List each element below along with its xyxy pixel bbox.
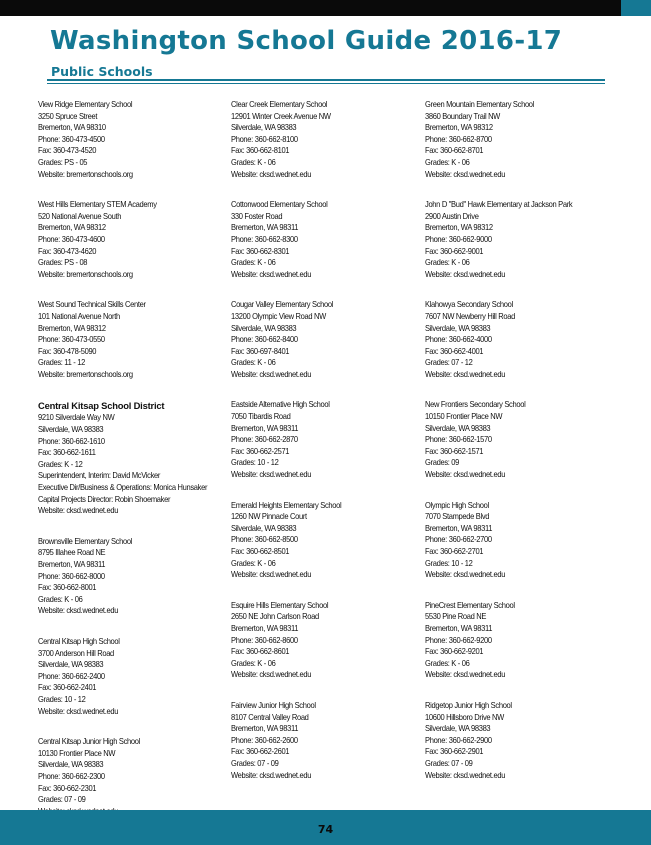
- school-detail-line: Phone: 360-662-2400: [38, 671, 105, 681]
- school-detail-line: Website: cksd.wednet.edu: [231, 670, 312, 680]
- school-detail-line: 12901 Winter Creek Avenue NW: [231, 111, 331, 121]
- school-name: Central Kitsap High School: [38, 636, 120, 646]
- school-detail-line: Fax: 360-662-8101: [231, 146, 290, 156]
- school-detail-line: Website: cksd.wednet.edu: [231, 169, 312, 179]
- school-detail-line: Phone: 360-662-1610: [38, 436, 105, 446]
- school-entry: [231, 299, 421, 380]
- school-detail-line: Fax: 360-662-8301: [231, 246, 290, 256]
- school-detail-line: Bremerton, WA 98311: [231, 724, 299, 734]
- header-rule-thin: [47, 83, 605, 84]
- school-detail-line: Silverdale, WA 98383: [38, 760, 104, 770]
- school-name: Green Mountain Elementary School: [425, 100, 535, 109]
- school-detail-line: 7607 NW Newberry Hill Road: [425, 311, 516, 321]
- school-name: Cougar Valley Elementary School: [231, 300, 334, 310]
- district-name: Central Kitsap School District: [38, 400, 165, 412]
- school-detail-line: Website: cksd.wednet.edu: [425, 369, 506, 379]
- school-detail-line: Website: cksd.wednet.edu: [38, 606, 119, 616]
- school-detail-line: Phone: 360-662-8400: [231, 335, 298, 345]
- school-entry: [38, 636, 228, 717]
- school-entry: [38, 199, 228, 280]
- school-name: Emerald Heights Elementary School: [231, 500, 342, 510]
- school-detail-line: Phone: 360-662-2870: [231, 435, 298, 445]
- school-entry: [231, 700, 421, 781]
- school-detail-line: 9210 Silverdale Way NW: [38, 413, 115, 423]
- school-detail-line: Fax: 360-473-4520: [38, 146, 97, 156]
- school-detail-line: 10130 Frontier Place NW: [38, 748, 116, 758]
- school-detail-line: 520 National Avenue South: [38, 211, 122, 221]
- school-detail-line: Bremerton, WA 98311: [231, 623, 299, 633]
- school-detail-line: Silverdale, WA 98383: [231, 523, 297, 533]
- school-detail-line: Grades: K - 06: [231, 358, 276, 368]
- school-entry: [231, 399, 421, 480]
- school-name: Brownsville Elementary School: [38, 536, 133, 546]
- school-detail-line: Grades: 09: [425, 458, 460, 468]
- school-entry: [425, 399, 615, 480]
- school-detail-line: Fax: 360-662-9001: [425, 246, 484, 256]
- school-name: Clear Creek Elementary School: [231, 100, 328, 109]
- school-detail-line: Fax: 360-662-2901: [425, 747, 484, 757]
- school-detail-line: Silverdale, WA 98383: [38, 660, 104, 670]
- school-entry: [38, 536, 228, 617]
- school-detail-line: Fax: 360-697-8401: [231, 346, 290, 356]
- school-detail-line: Grades: 10 - 12: [38, 694, 86, 704]
- school-detail-line: Bremerton, WA 98311: [425, 623, 493, 633]
- school-detail-line: Fax: 360-662-8701: [425, 146, 484, 156]
- school-name: View Ridge Elementary School: [38, 100, 133, 109]
- school-detail-line: Bremerton, WA 98311: [38, 560, 106, 569]
- school-detail-line: 8107 Central Valley Road: [231, 712, 309, 722]
- school-entry: [425, 199, 615, 280]
- school-detail-line: 10600 Hillsboro Drive NW: [425, 712, 504, 722]
- school-detail-line: Grades: 07 - 09: [231, 758, 279, 768]
- school-entry: [38, 299, 228, 380]
- school-detail-line: Grades: K - 06: [231, 258, 276, 268]
- school-detail-line: Phone: 360-473-4600: [38, 234, 105, 244]
- school-detail-line: Silverdale, WA 98383: [38, 425, 104, 435]
- school-detail-line: Website: bremertonschools.org: [38, 169, 133, 179]
- school-detail-line: Phone: 360-662-2900: [425, 735, 492, 745]
- school-detail-line: Fax: 360-662-1611: [38, 448, 96, 458]
- school-detail-line: Grades: K - 06: [231, 558, 276, 568]
- school-name: Ridgetop Junior High School: [425, 700, 512, 710]
- school-detail-line: Bremerton, WA 98311: [425, 523, 493, 533]
- school-detail-line: Bremerton, WA 98310: [38, 123, 106, 133]
- school-detail-line: Fax: 360-662-9201: [425, 647, 484, 657]
- school-detail-line: 3860 Boundary Trail NW: [425, 111, 500, 121]
- school-detail-line: Fax: 360-662-2401: [38, 683, 97, 693]
- school-detail-line: Phone: 360-473-0550: [38, 335, 105, 345]
- section-subtitle: Public Schools: [51, 64, 153, 79]
- school-entry: [231, 199, 421, 280]
- school-detail-line: Phone: 360-662-8600: [231, 635, 298, 645]
- school-detail-line: Phone: 360-662-8300: [231, 234, 298, 244]
- top-bar-accent: [621, 0, 651, 16]
- top-bar: [0, 0, 651, 16]
- page-number: 74: [317, 823, 334, 836]
- school-detail-line: Phone: 360-662-8100: [231, 134, 298, 144]
- school-detail-line: Bremerton, WA 98311: [231, 423, 299, 433]
- school-detail-line: Fax: 360-662-8001: [38, 583, 97, 593]
- school-name: West Hills Elementary STEM Academy: [38, 200, 157, 210]
- school-detail-line: Bremerton, WA 98312: [38, 323, 106, 333]
- school-detail-line: Website: cksd.wednet.edu: [425, 269, 506, 279]
- school-detail-line: Fax: 360-662-2571: [231, 446, 290, 456]
- school-detail-line: Silverdale, WA 98383: [425, 323, 491, 333]
- school-entry: [425, 299, 615, 380]
- school-detail-line: 7050 Tibardis Road: [231, 412, 291, 422]
- school-detail-line: Superintendent, Interim: David McVicker: [38, 471, 161, 481]
- school-detail-line: Grades: K - 06: [231, 658, 276, 668]
- column-right: [425, 99, 615, 800]
- school-detail-line: Fax: 360-473-4620: [38, 246, 97, 256]
- school-detail-line: Grades: PS - 08: [38, 258, 88, 268]
- school-detail-line: Phone: 360-662-2700: [425, 535, 492, 545]
- school-detail-line: 101 National Avenue North: [38, 311, 120, 321]
- school-detail-line: Bremerton, WA 98312: [425, 123, 493, 133]
- school-detail-line: 8795 Illahee Road NE: [38, 548, 106, 558]
- school-entry: [231, 500, 421, 581]
- school-detail-line: Phone: 360-662-8700: [425, 134, 492, 144]
- school-detail-line: Grades: 07 - 09: [38, 795, 86, 805]
- school-detail-line: 1260 NW Pinnacle Court: [231, 512, 307, 522]
- school-detail-line: Fax: 360-662-2301: [38, 783, 97, 793]
- school-detail-line: Website: cksd.wednet.edu: [231, 470, 312, 480]
- school-detail-line: Website: cksd.wednet.edu: [38, 706, 119, 716]
- school-detail-line: Fax: 360-662-1571: [425, 446, 484, 456]
- school-detail-line: 2650 NE John Carlson Road: [231, 612, 319, 622]
- school-detail-line: Grades: 07 - 09: [425, 758, 473, 768]
- school-detail-line: Grades: K - 06: [425, 658, 470, 668]
- header-rule: [47, 79, 605, 81]
- school-detail-line: Silverdale, WA 98383: [231, 123, 297, 133]
- school-name: Central Kitsap Junior High School: [38, 737, 141, 747]
- school-detail-line: Fax: 360-662-2601: [231, 747, 290, 757]
- school-detail-line: Fax: 360-478-5090: [38, 346, 97, 356]
- school-detail-line: Phone: 360-662-8000: [38, 571, 105, 581]
- page-title: Washington School Guide 2016-17: [50, 26, 563, 56]
- school-detail-line: Website: cksd.wednet.edu: [425, 770, 506, 780]
- school-detail-line: Website: cksd.wednet.edu: [38, 506, 119, 516]
- school-name: Olympic High School: [425, 500, 489, 510]
- school-name: West Sound Technical Skills Center: [38, 300, 146, 310]
- school-entry: [425, 600, 615, 681]
- school-detail-line: Grades: PS - 05: [38, 157, 88, 167]
- school-detail-line: 10150 Frontier Place NW: [425, 412, 503, 422]
- school-entry: [231, 99, 421, 180]
- school-detail-line: Website: cksd.wednet.edu: [231, 369, 312, 379]
- school-detail-line: Fax: 360-662-2701: [425, 547, 484, 556]
- school-detail-line: 3250 Spruce Street: [38, 111, 98, 121]
- school-name: Esquire Hills Elementary School: [231, 600, 329, 610]
- school-detail-line: Grades: K - 12: [38, 459, 83, 469]
- school-detail-line: Grades: 11 - 12: [38, 358, 85, 368]
- school-detail-line: 7070 Stampede Blvd: [425, 512, 490, 522]
- school-detail-line: 330 Foster Road: [231, 211, 283, 221]
- school-detail-line: Website: cksd.wednet.edu: [425, 470, 506, 480]
- school-detail-line: Silverdale, WA 98383: [425, 724, 491, 734]
- column-middle: [231, 99, 421, 800]
- school-detail-line: Phone: 360-473-4500: [38, 134, 105, 144]
- school-name: New Frontiers Secondary School: [425, 400, 526, 410]
- school-detail-line: Grades: K - 06: [38, 594, 83, 604]
- school-detail-line: Executive Dir/Business & Operations: Monica Hunsaker: [38, 483, 208, 493]
- school-detail-line: Website: cksd.wednet.edu: [231, 770, 312, 780]
- school-detail-line: Silverdale, WA 98383: [231, 323, 297, 333]
- school-detail-line: Grades: 10 - 12: [425, 558, 473, 568]
- school-detail-line: Phone: 360-662-8500: [231, 535, 298, 545]
- school-name: Klahowya Secondary School: [425, 300, 513, 310]
- school-entry: [38, 736, 228, 817]
- school-detail-line: Bremerton, WA 98312: [38, 223, 106, 233]
- school-detail-line: Grades: 07 - 12: [425, 358, 473, 368]
- school-detail-line: Grades: K - 06: [231, 157, 276, 167]
- school-detail-line: Website: cksd.wednet.edu: [425, 670, 506, 680]
- school-detail-line: Website: cksd.wednet.edu: [425, 169, 506, 179]
- school-detail-line: Silverdale, WA 98383: [425, 423, 491, 433]
- school-detail-line: Phone: 360-662-9200: [425, 635, 492, 645]
- school-detail-line: 5530 Pine Road NE: [425, 612, 487, 622]
- school-name: Eastside Alternative High School: [231, 400, 330, 410]
- school-detail-line: Phone: 360-662-4000: [425, 335, 492, 345]
- school-detail-line: Website: cksd.wednet.edu: [425, 570, 506, 580]
- school-detail-line: 3700 Anderson Hill Road: [38, 648, 114, 658]
- school-entry: [38, 99, 228, 180]
- school-detail-line: Capital Projects Director: Robin Shoemaker: [38, 494, 171, 504]
- school-name: PineCrest Elementary School: [425, 600, 515, 610]
- school-detail-line: Bremerton, WA 98312: [425, 223, 493, 233]
- school-detail-line: Website: cksd.wednet.edu: [231, 269, 312, 279]
- district-entry: [38, 399, 228, 516]
- school-name: Fairview Junior High School: [231, 700, 316, 710]
- school-detail-line: Website: bremertonschools.org: [38, 369, 133, 379]
- school-detail-line: Grades: 10 - 12: [231, 458, 279, 468]
- school-entry: [425, 500, 615, 581]
- school-detail-line: Phone: 360-662-1570: [425, 435, 492, 445]
- school-detail-line: Fax: 360-662-4001: [425, 346, 484, 356]
- school-detail-line: Website: bremertonschools.org: [38, 269, 133, 279]
- school-name: John D "Bud" Hawk Elementary at Jackson Park: [425, 200, 573, 210]
- school-detail-line: Grades: K - 06: [425, 258, 470, 268]
- school-detail-line: Grades: K - 06: [425, 157, 470, 167]
- school-detail-line: Fax: 360-662-8601: [231, 647, 290, 657]
- school-name: Cottonwood Elementary School: [231, 200, 328, 210]
- school-entry: [425, 99, 615, 180]
- school-detail-line: Website: cksd.wednet.edu: [231, 570, 312, 580]
- school-detail-line: Bremerton, WA 98311: [231, 223, 299, 233]
- school-detail-line: Phone: 360-662-2300: [38, 771, 105, 781]
- school-entry: [231, 600, 421, 681]
- school-detail-line: 13200 Olympic View Road NW: [231, 311, 326, 321]
- column-left: [38, 99, 228, 836]
- school-detail-line: Phone: 360-662-2600: [231, 735, 298, 745]
- school-entry: [425, 700, 615, 781]
- school-detail-line: Phone: 360-662-9000: [425, 234, 492, 244]
- school-detail-line: 2900 Austin Drive: [425, 211, 479, 221]
- school-detail-line: Fax: 360-662-8501: [231, 547, 290, 556]
